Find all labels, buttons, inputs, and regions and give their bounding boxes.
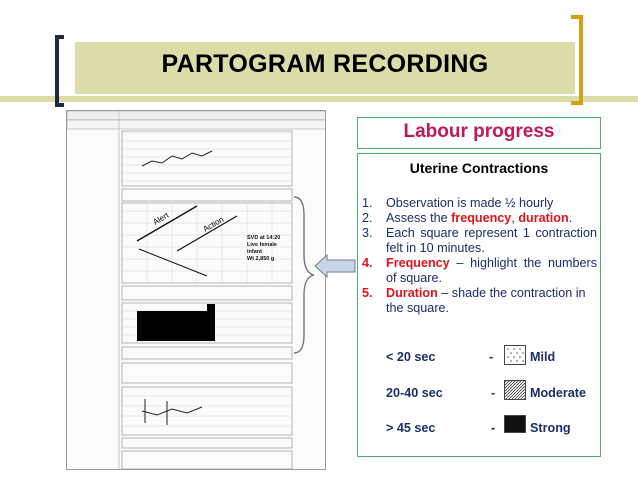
- legend-dash: -: [491, 421, 496, 435]
- divider-line: [0, 96, 638, 102]
- left-pointer-arrow-icon: [313, 252, 357, 280]
- legend-range-moderate: 20-40 sec: [386, 386, 443, 400]
- action-line-label: Action: [201, 214, 226, 234]
- legend-label-strong: Strong: [530, 421, 571, 435]
- labour-progress-heading: Labour progress: [403, 121, 555, 142]
- list-item: 5. Duration – shade the contraction in the square.: [362, 286, 586, 315]
- list-item: 3. Each square represent 1 contraction felt in 10 minutes.: [362, 226, 597, 255]
- legend-label-moderate: Moderate: [530, 386, 586, 400]
- note-line-2: Live female: [247, 242, 277, 248]
- partograph-image: [66, 110, 326, 470]
- note-line-3: infant: [247, 249, 262, 255]
- list-item: 1. Observation is made ½ hourly: [362, 196, 554, 210]
- legend-dash: -: [489, 350, 494, 364]
- hatched-swatch-icon: [504, 380, 526, 400]
- legend-range-strong: > 45 sec: [386, 421, 436, 435]
- alert-line-label: Alert: [151, 210, 171, 227]
- slide-title: PARTOGRAM RECORDING: [161, 50, 489, 78]
- note-line-4: Wt 2,850 g: [247, 256, 275, 262]
- left-bracket-decoration: [55, 35, 64, 107]
- dotted-swatch-icon: [504, 345, 526, 365]
- uterine-contractions-heading: Uterine Contractions: [409, 160, 549, 176]
- solid-swatch-icon: [504, 415, 526, 433]
- instruction-list: [362, 196, 597, 316]
- legend-label-mild: Mild: [530, 350, 556, 364]
- list-item: 4. Frequency – highlight the numbers of square.: [362, 256, 597, 285]
- list-item: 2. Assess the frequency, duration.: [362, 211, 573, 225]
- note-line-1: SVD at 14:20: [247, 235, 281, 241]
- legend-range-mild: < 20 sec: [386, 350, 436, 364]
- legend-dash: -: [491, 386, 496, 400]
